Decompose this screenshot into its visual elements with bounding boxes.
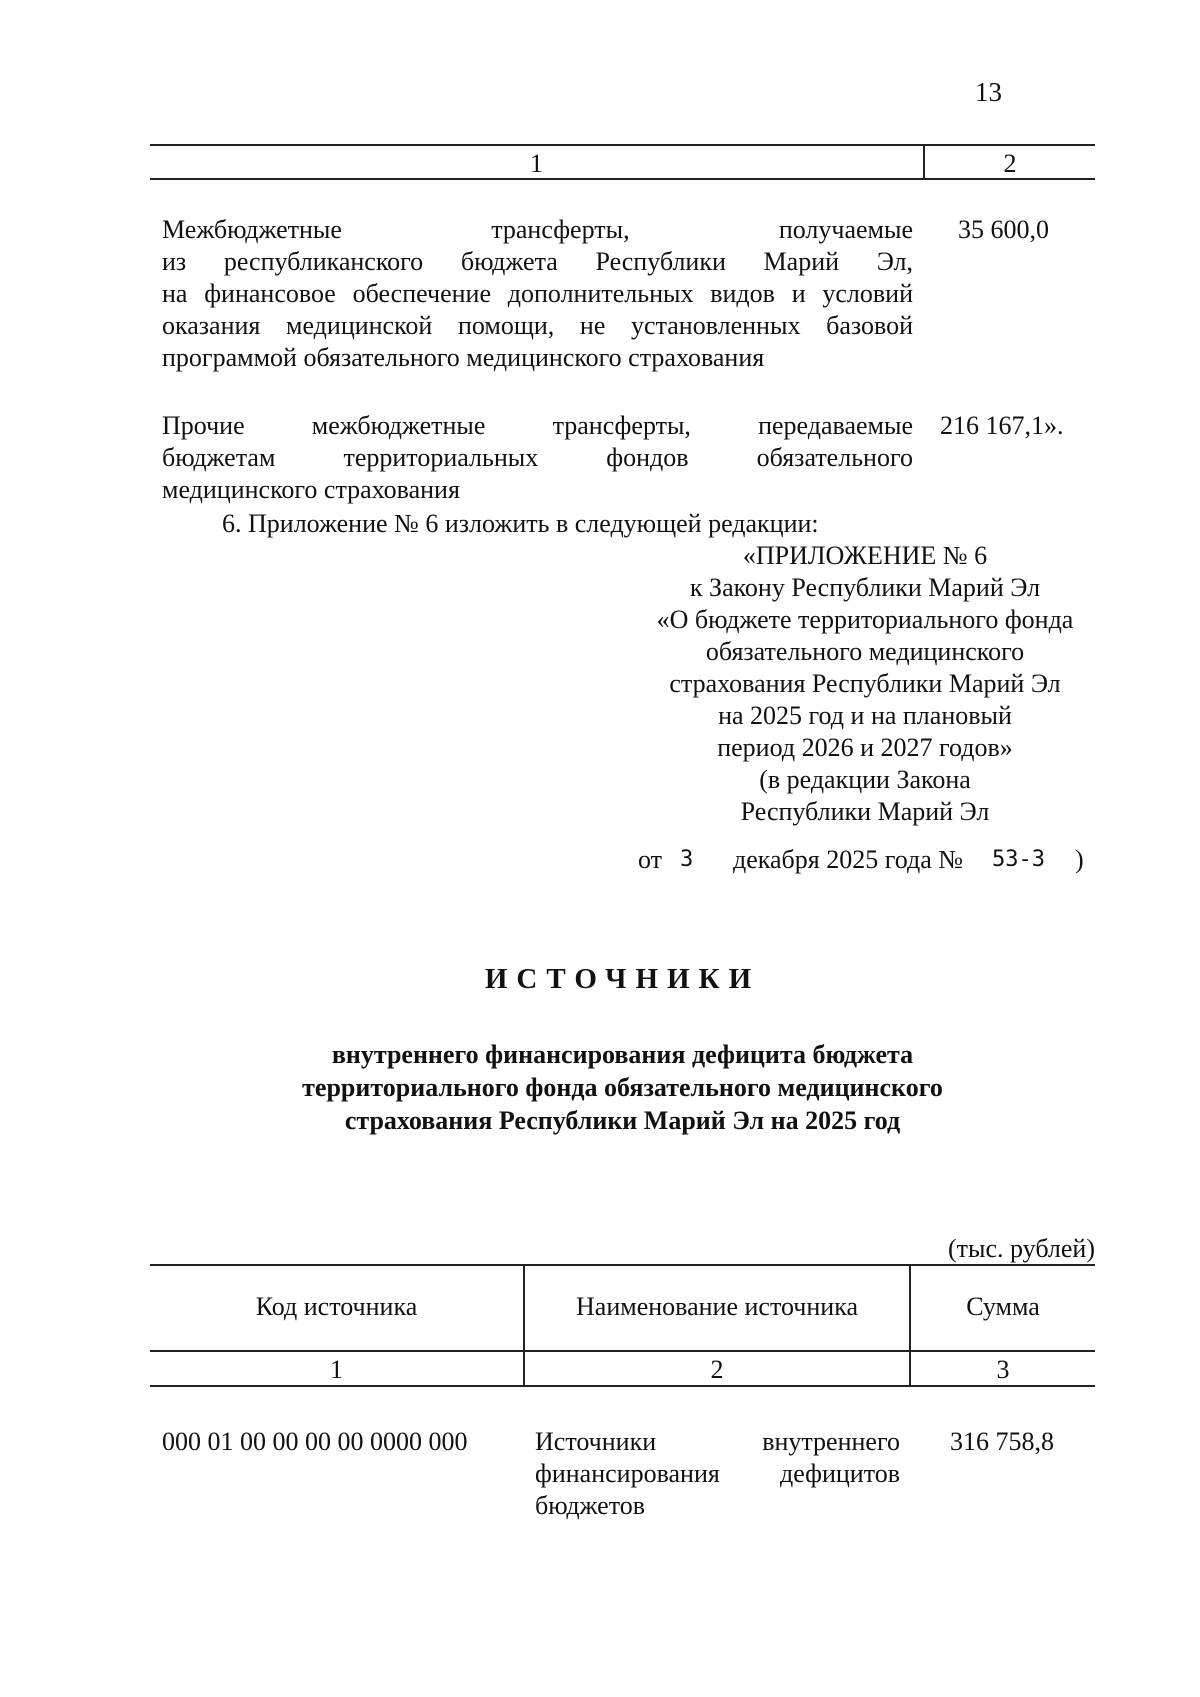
- appendix-line: «О бюджете территориального фонда: [656, 605, 1074, 634]
- table-row-transfers-value: 35 600,0: [958, 215, 1049, 244]
- appendix-date-close: ): [1075, 845, 1084, 874]
- name-line: финансирования дефицитов: [535, 1459, 900, 1488]
- document-title: ИСТОЧНИКИ: [484, 963, 761, 995]
- appendix-law-number: 53-З: [992, 847, 1045, 872]
- text-line: оказания медицинской помощи, не установленных базовой: [162, 311, 913, 340]
- appendix-header: [625, 540, 1105, 828]
- column-header-2: 2: [1003, 149, 1017, 178]
- text-line: из республиканского бюджета Республики Марий Эл,: [162, 247, 913, 276]
- appendix-line: обязательного медицинского: [705, 637, 1025, 666]
- table-row-transfers-text: [162, 214, 913, 374]
- column-number-3: 3: [996, 1355, 1010, 1384]
- name-line: бюджетов: [535, 1491, 646, 1520]
- appendix-line: к Закону Республики Марий Эл: [689, 573, 1041, 602]
- text-line: Прочие межбюджетные трансферты, передаваемые: [162, 411, 913, 440]
- table-row-other-transfers-value: 216 167,1».: [940, 411, 1064, 440]
- document-subtitle: [150, 1038, 1095, 1137]
- header-code: Код источника: [255, 1292, 418, 1321]
- subtitle-line: внутреннего финансирования дефицита бюджета: [331, 1040, 914, 1069]
- text-line: программой обязательного медицинского страхования: [162, 343, 765, 372]
- appendix-line: период 2026 и 2027 годов»: [717, 733, 1013, 762]
- appendix-date-rest: декабря 2025 года №: [733, 845, 964, 874]
- header-name: Наименование источника: [576, 1292, 858, 1321]
- appendix-date-day: 3: [680, 847, 694, 872]
- appendix-line: (в редакции Закона: [759, 765, 971, 794]
- appendix-date-prefix: от: [638, 845, 663, 874]
- text-line: на финансовое обеспечение дополнительных видов и условий: [162, 279, 913, 308]
- column-number-1: 1: [330, 1355, 343, 1384]
- sources-table-top-rule: [150, 1264, 1095, 1266]
- source-amount: 316 758,8: [950, 1427, 1054, 1456]
- units-label: (тыс. рублей): [947, 1234, 1095, 1263]
- appendix-title: «ПРИЛОЖЕНИЕ № 6: [742, 541, 988, 570]
- source-name: [535, 1426, 900, 1522]
- instruction-paragraph: 6. Приложение № 6 изложить в следующей редакции:: [222, 509, 819, 538]
- appendix-line: Республики Марий Эл: [740, 797, 990, 826]
- table-row-other-transfers-text: [162, 410, 913, 506]
- appendix-line: на 2025 год и на плановый: [718, 701, 1012, 730]
- source-code: 000 01 00 00 00 00 0000 000: [162, 1427, 468, 1456]
- text-line: бюджетам территориальных фондов обязательного: [162, 443, 913, 472]
- subtitle-line: страхования Республики Марий Эл на 2025 год: [344, 1106, 901, 1135]
- page-number: 13: [975, 77, 1002, 107]
- text-line: медицинского страхования: [162, 475, 460, 504]
- name-line: Источники внутреннего: [535, 1427, 900, 1456]
- header-amount: Сумма: [966, 1292, 1040, 1321]
- column-number-2: 2: [710, 1355, 724, 1384]
- sources-table-header-rule: [150, 1350, 1095, 1352]
- subtitle-line: территориального фонда обязательного медицинского: [302, 1073, 943, 1102]
- text-line: Межбюджетные трансферты, получаемые: [162, 215, 913, 244]
- column-header-1: 1: [530, 149, 543, 178]
- appendix-line: страхования Республики Марий Эл: [669, 669, 1061, 698]
- table-top-rule: [150, 144, 1095, 146]
